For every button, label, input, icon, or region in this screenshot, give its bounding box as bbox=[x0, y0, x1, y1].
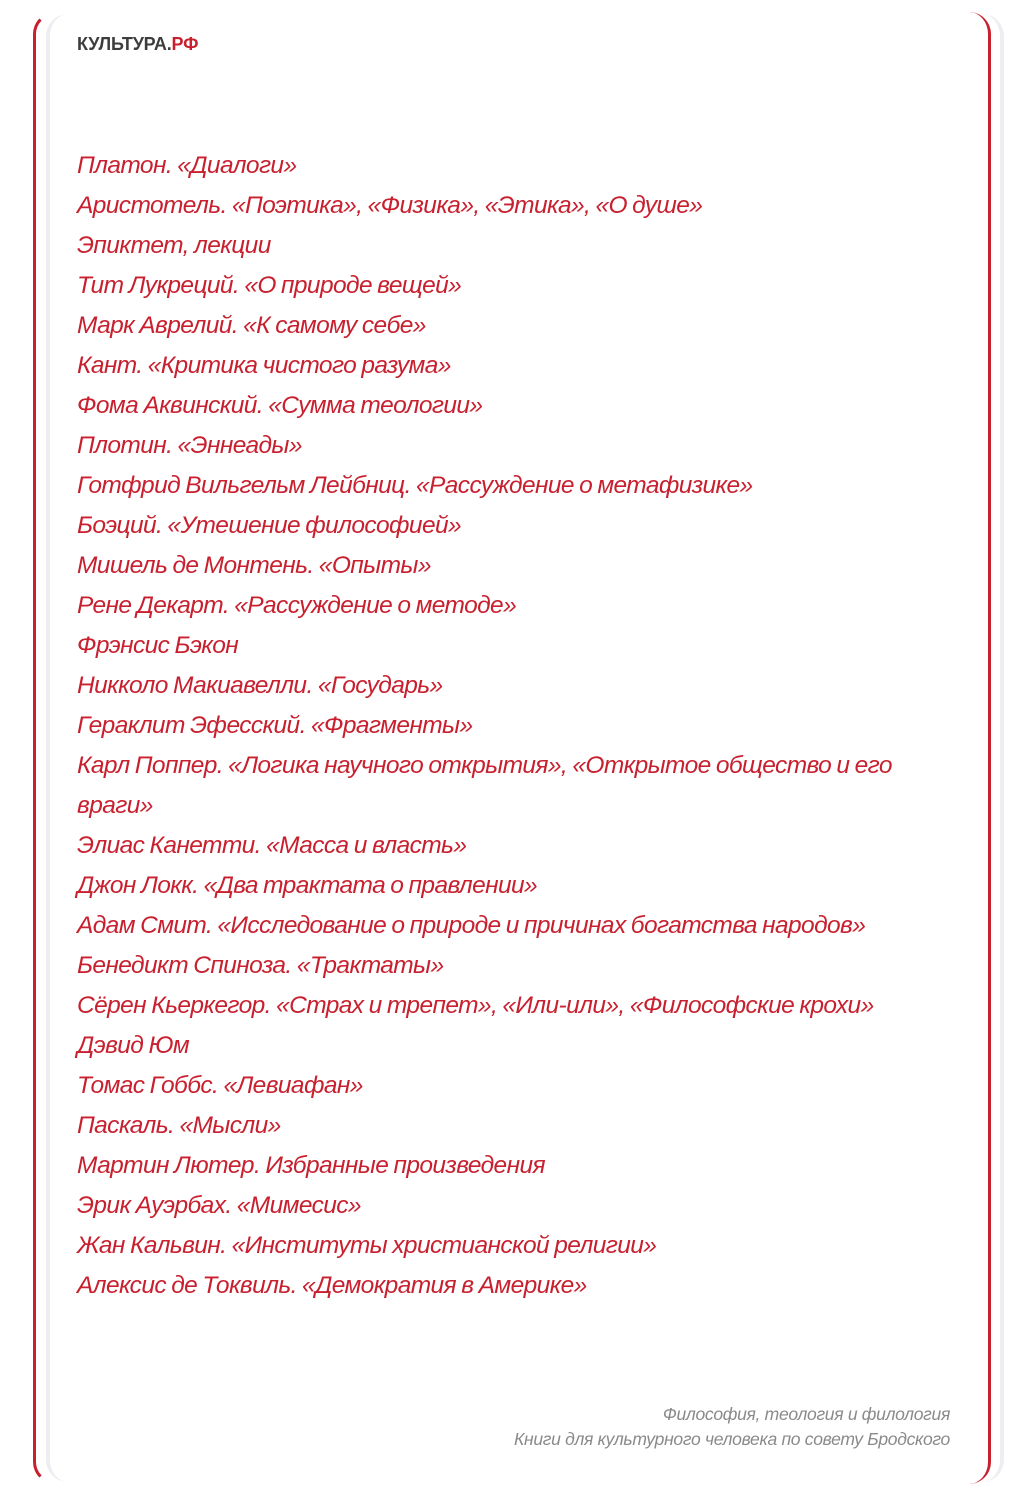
list-item: Рене Декарт. «Рассуждение о методе» bbox=[77, 592, 517, 619]
list-item: Никколо Макиавелли. «Государь» bbox=[77, 672, 443, 699]
logo-main-text: КУЛЬТУРА. bbox=[77, 34, 172, 54]
left-bracket bbox=[33, 12, 73, 1484]
list-item: Плотин. «Эннеады» bbox=[77, 432, 302, 459]
list-item: Марк Аврелий. «К самому себе» bbox=[77, 312, 426, 339]
logo-accent-text: РФ bbox=[171, 34, 199, 54]
book-list bbox=[77, 146, 957, 1306]
list-item: Мишель де Монтень. «Опыты» bbox=[77, 552, 431, 579]
list-item: Платон. «Диалоги» bbox=[77, 152, 297, 179]
footer-caption bbox=[514, 1402, 950, 1452]
right-bracket bbox=[951, 12, 991, 1484]
list-item: Тит Лукреций. «О природе вещей» bbox=[77, 272, 462, 299]
list-item: Эпиктет, лекции bbox=[77, 232, 271, 259]
list-item: Мартин Лютер. Избранные произведения bbox=[77, 1152, 545, 1179]
list-item: Джон Локк. «Два трактата о правлении» bbox=[77, 872, 538, 899]
list-item: Готфрид Вильгельм Лейбниц. «Рассуждение о метафизике» bbox=[77, 472, 753, 499]
list-item: Жан Кальвин. «Институты христианской религии» bbox=[77, 1232, 657, 1259]
list-item: Томас Гоббс. «Левиафан» bbox=[77, 1072, 363, 1099]
list-item: Фрэнсис Бэкон bbox=[77, 632, 239, 659]
list-item: Дэвид Юм bbox=[77, 1032, 190, 1059]
bracket-mask-bottom bbox=[72, 1462, 952, 1500]
footer-category: Философия, теология и филология bbox=[662, 1404, 950, 1424]
footer-subtitle: Книги для культурного человека по совету Бродского bbox=[513, 1429, 950, 1449]
list-item: Карл Поппер. «Логика научного открытия», «Открытое общество и его враги» bbox=[77, 752, 892, 819]
list-item: Кант. «Критика чистого разума» bbox=[77, 352, 451, 379]
list-item: Эрик Ауэрбах. «Мимесис» bbox=[77, 1192, 361, 1219]
list-item: Алексис де Токвиль. «Демократия в Америке» bbox=[77, 1272, 587, 1299]
list-item: Элиас Канетти. «Масса и власть» bbox=[77, 832, 467, 859]
list-item: Бенедикт Спиноза. «Трактаты» bbox=[77, 952, 444, 979]
bracket-mask-top bbox=[72, 0, 952, 40]
list-item: Боэций. «Утешение философией» bbox=[77, 512, 462, 539]
list-item: Аристотель. «Поэтика», «Физика», «Этика», «О душе» bbox=[77, 192, 703, 219]
list-item: Сёрен Кьеркегор. «Страх и трепет», «Или-или», «Философские крохи» bbox=[77, 992, 874, 1019]
list-item: Паскаль. «Мысли» bbox=[77, 1112, 281, 1139]
list-item: Адам Смит. «Исследование о природе и причинах богатства народов» bbox=[77, 912, 866, 939]
list-item: Гераклит Эфесский. «Фрагменты» bbox=[77, 712, 473, 739]
site-logo[interactable] bbox=[77, 34, 198, 55]
list-item: Фома Аквинский. «Сумма теологии» bbox=[77, 392, 483, 419]
